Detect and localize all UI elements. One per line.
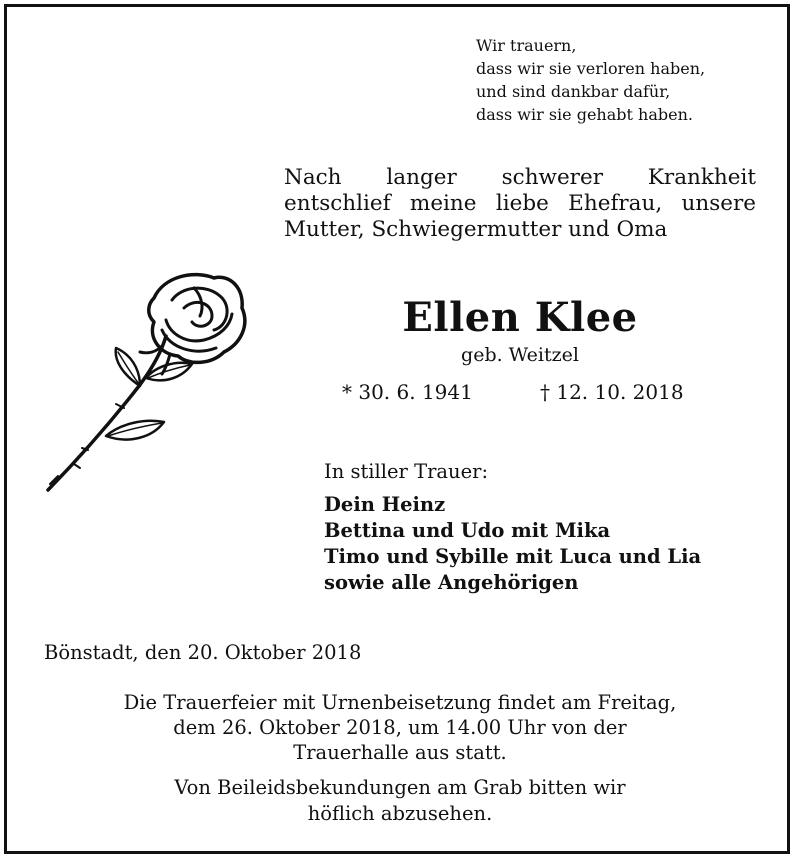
- intro-line: Mutter, Schwiegermutter und Oma: [284, 217, 668, 242]
- place-and-date: Bönstadt, den 20. Oktober 2018: [44, 641, 362, 664]
- quote-line: dass wir sie verloren haben,: [476, 59, 706, 78]
- condolence-line: Von Beileidsbekundungen am Grab bitten wir: [174, 776, 626, 799]
- quote-line: dass wir sie gehabt haben.: [476, 105, 693, 124]
- condolence-note: [40, 775, 760, 827]
- mourners-label: In stiller Trauer:: [324, 460, 489, 483]
- mourning-quote: [476, 34, 766, 126]
- death-announcement-text: [284, 165, 756, 243]
- mourner-entry: Bettina und Udo mit Mika: [324, 519, 611, 542]
- rose-icon: [44, 268, 254, 494]
- deceased-name: Ellen Klee: [402, 294, 638, 341]
- mourners-list: [324, 492, 701, 596]
- funeral-notice: [40, 690, 760, 765]
- mourner-entry: Dein Heinz: [324, 493, 446, 516]
- funeral-line: Die Trauerfeier mit Urnenbeisetzung findet am Freitag,: [123, 691, 677, 714]
- mourner-entry: sowie alle Angehörigen: [324, 571, 579, 594]
- mourner-entry: Timo und Sybille mit Luca und Lia: [324, 545, 702, 568]
- birth-date: * 30. 6. 1941: [342, 380, 473, 404]
- quote-line: Wir trauern,: [476, 36, 577, 55]
- funeral-line: dem 26. Oktober 2018, um 14.00 Uhr von der: [173, 716, 627, 739]
- funeral-line: Trauerhalle aus statt.: [293, 741, 507, 764]
- intro-line: Nach langer schwerer Krankheit: [284, 165, 756, 190]
- condolence-line: höflich abzusehen.: [307, 802, 493, 825]
- death-date: † 12. 10. 2018: [540, 380, 684, 404]
- quote-line: und sind dankbar dafür,: [476, 82, 671, 101]
- maiden-name: geb. Weitzel: [461, 344, 579, 366]
- intro-line: entschlief meine liebe Ehefrau, unsere: [284, 191, 756, 216]
